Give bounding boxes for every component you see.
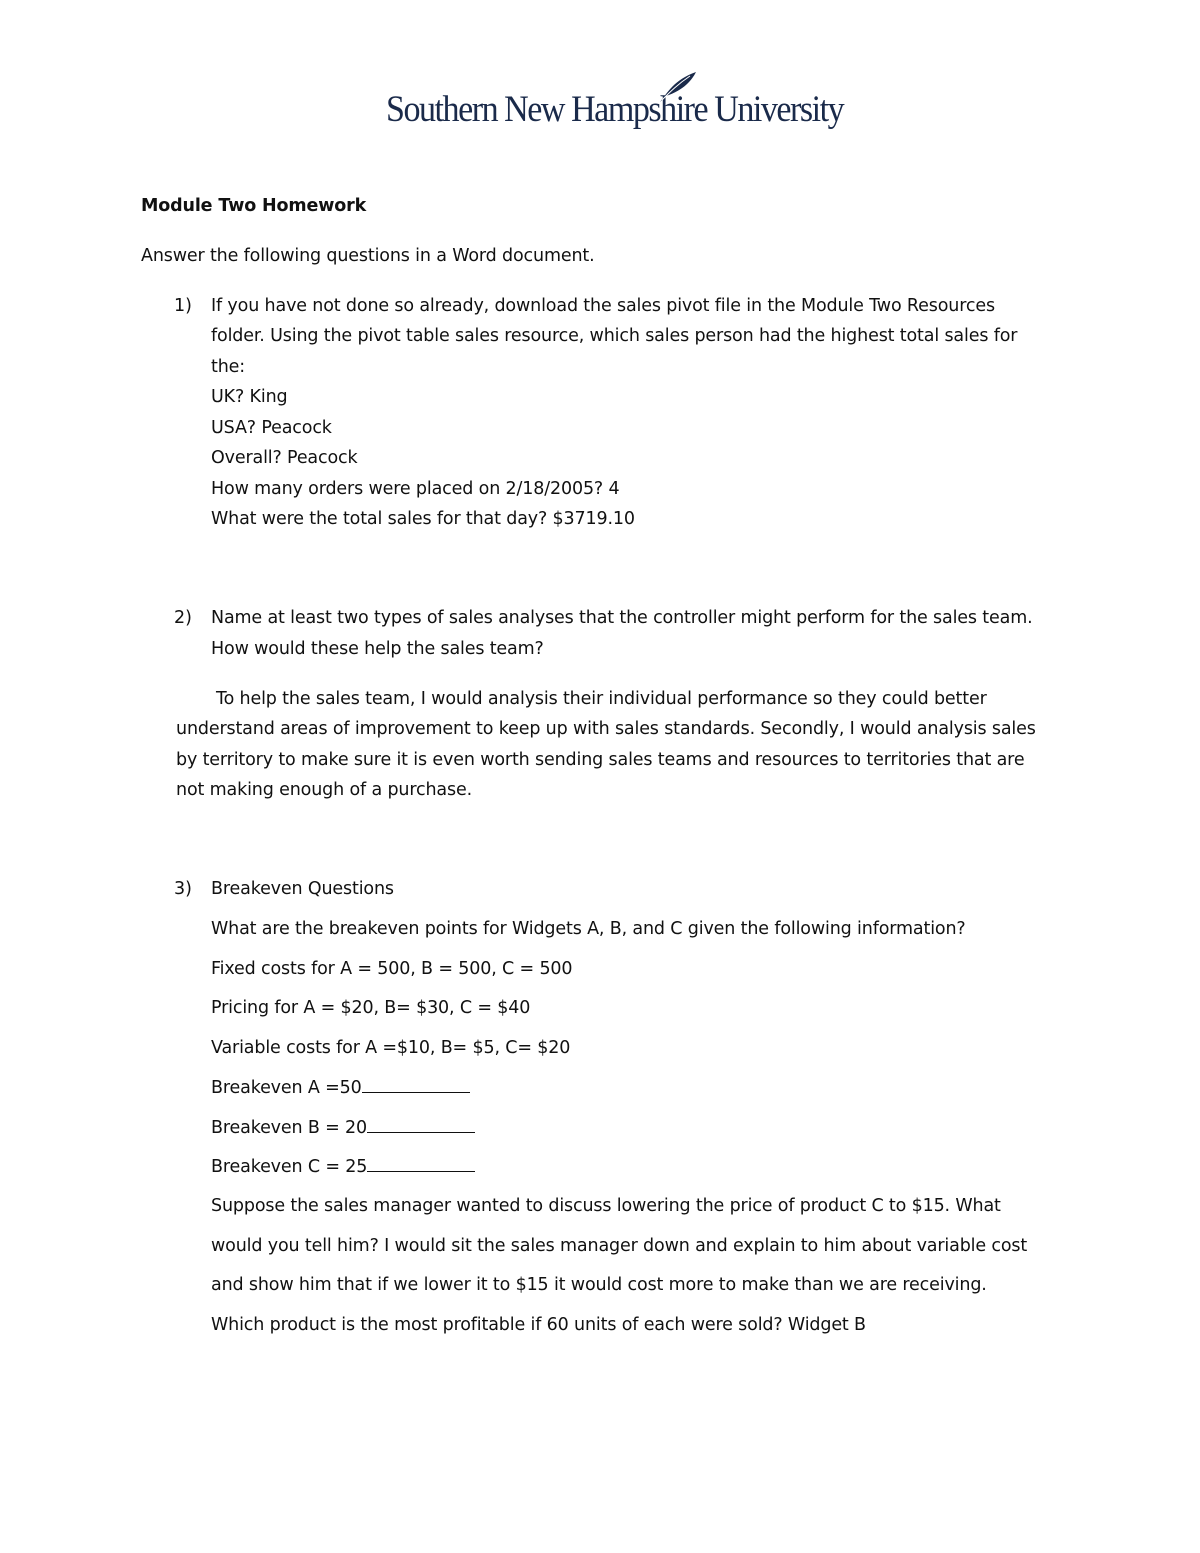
feather-icon [654,70,698,104]
q2-answer-line: understand areas of improvement to keep up with sales standards. Secondly, I would analysis sales [176,719,1036,739]
breakeven-a-text: Breakeven A =50 [211,1078,362,1098]
answer-blank [367,1116,475,1133]
q2-answer-line: To help the sales team, I would analysis their individual performance so they could better [216,689,987,709]
q3-followup-line: Which product is the most profitable if 60 units of each were sold? Widget B [211,1315,866,1335]
q1-line: If you have not done so already, download the sales pivot file in the Module Two Resources [211,296,995,316]
q1-number: 1) [174,296,192,316]
q3-number: 3) [174,879,192,899]
q3-followup-line: would you tell him? I would sit the sales manager down and explain to him about variable cost [211,1236,1028,1256]
q3-pricing: Pricing for A = $20, B= $30, C = $40 [211,998,531,1018]
document-title: Module Two Homework [141,196,367,216]
q3-followup-line: Suppose the sales manager wanted to discuss lowering the price of product C to $15. What [211,1196,1001,1216]
q1-answer-overall: Overall? Peacock [211,448,358,468]
q3-breakeven-a [211,1076,470,1099]
q1-answer-usa: USA? Peacock [211,418,332,438]
q3-variable-costs: Variable costs for A =$10, B= $5, C= $20 [211,1038,571,1058]
q3-question: What are the breakeven points for Widgets A, B, and C given the following information? [211,919,966,939]
q3-breakeven-b [211,1116,475,1139]
q1-line: folder. Using the pivot table sales resource, which sales person had the highest total sales for [211,326,1018,346]
q2-number: 2) [174,608,192,628]
q3-fixed-costs: Fixed costs for A = 500, B = 500, C = 500 [211,959,573,979]
logo-wordmark: Southern New Hampshire University [386,89,844,130]
q2-answer-line: not making enough of a purchase. [176,780,472,800]
q1-answer-uk: UK? King [211,387,288,407]
q2-answer-line: by territory to make sure it is even worth sending sales teams and resources to territories that are [176,750,1025,770]
answer-blank [362,1076,470,1093]
q1-answer-orders: How many orders were placed on 2/18/2005? 4 [211,479,620,499]
instructions: Answer the following questions in a Word document. [141,246,595,266]
breakeven-c-text: Breakeven C = 25 [211,1157,368,1177]
q3-followup-line: and show him that if we lower it to $15 it would cost more to make than we are receiving. [211,1275,987,1295]
answer-blank [367,1155,475,1172]
breakeven-b-text: Breakeven B = 20 [211,1118,368,1138]
q1-line: the: [211,357,246,377]
university-logo [386,70,844,140]
q2-line: Name at least two types of sales analyses that the controller might perform for the sales team. [211,608,1033,628]
q3-breakeven-c [211,1155,475,1178]
q2-line: How would these help the sales team? [211,639,544,659]
q1-answer-total-sales: What were the total sales for that day? $3719.10 [211,509,635,529]
q3-heading: Breakeven Questions [211,879,394,899]
